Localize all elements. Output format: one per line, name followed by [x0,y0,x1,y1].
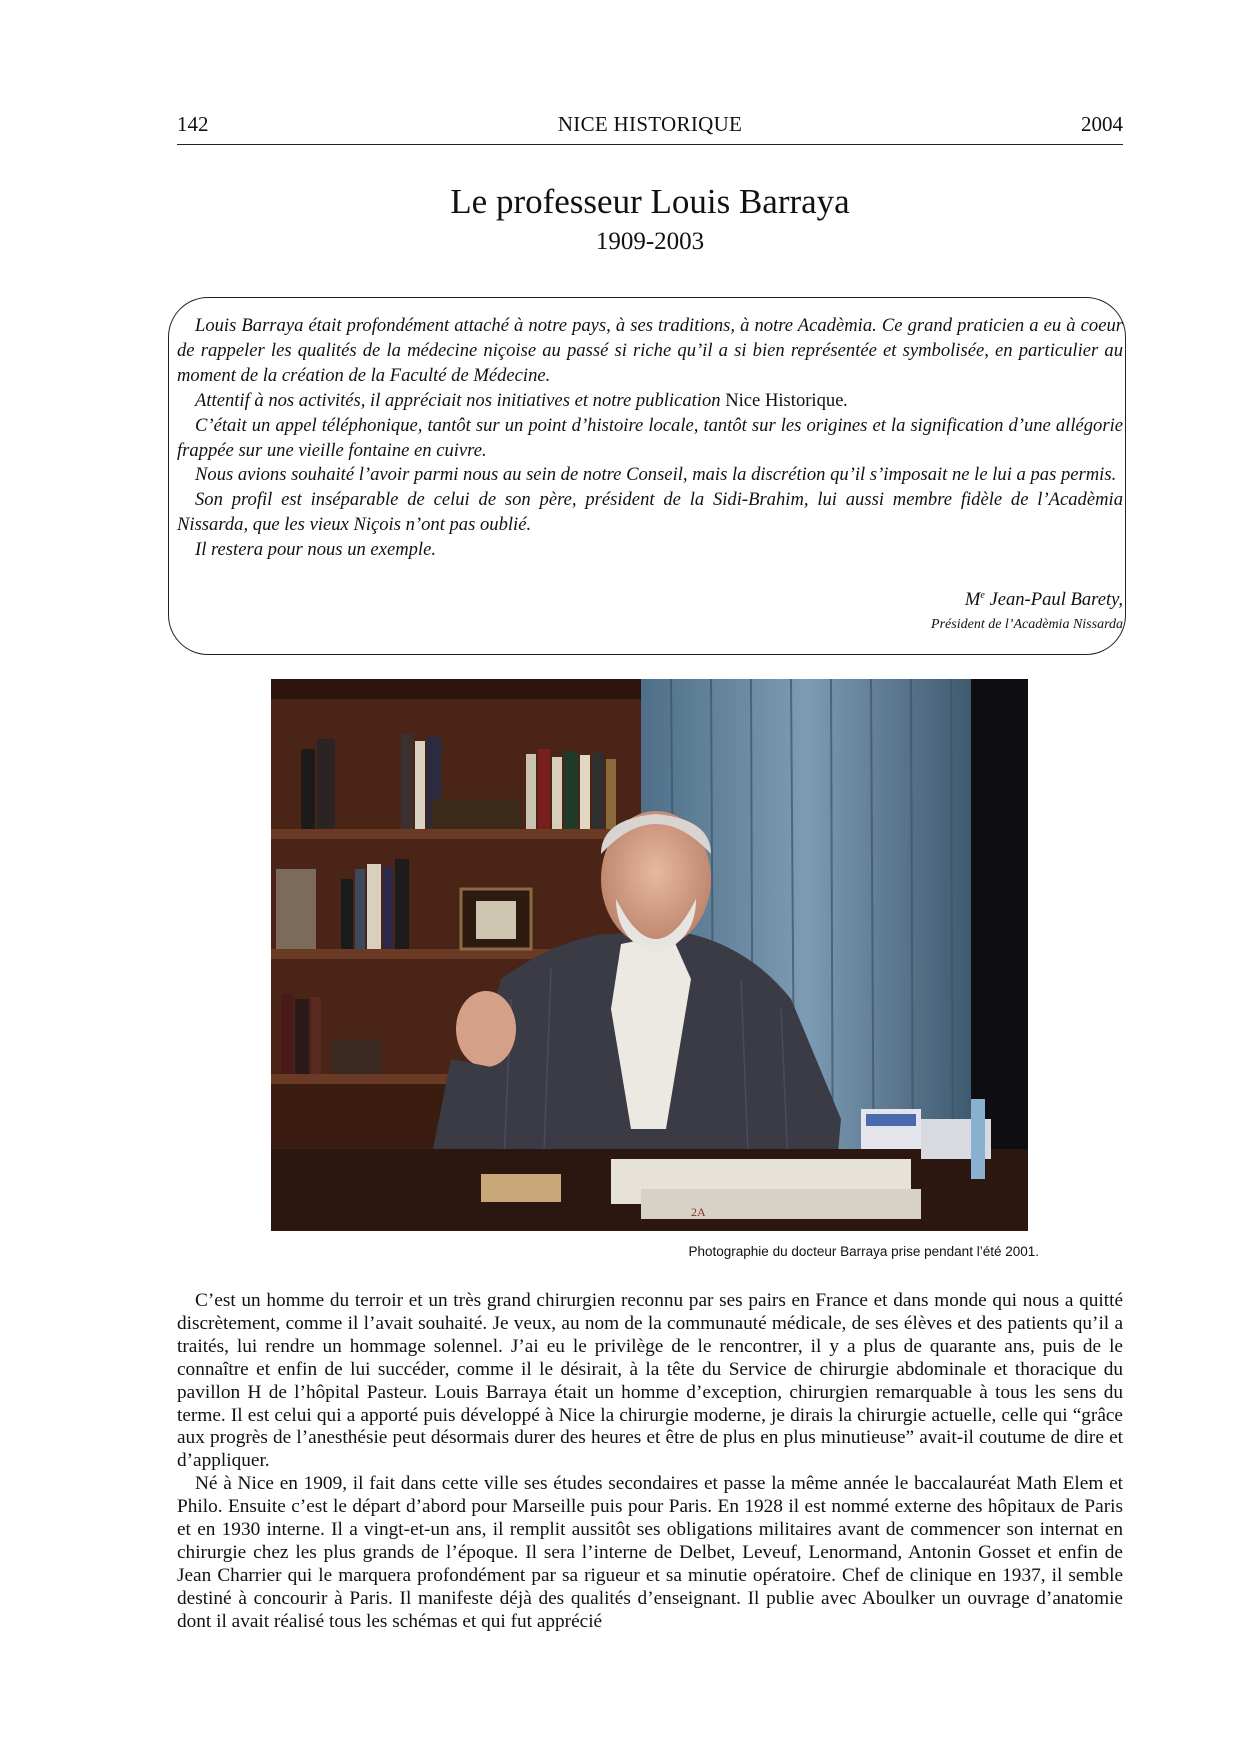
header-year: 2004 [1081,112,1123,136]
journal-title: NICE HISTORIQUE [557,112,743,136]
tribute-paragraph: Attentif à nos activités, il appréciait nos initiatives et notre publication Nice Historique. [195,389,849,411]
publication-name: Nice Historique [725,389,844,411]
tribute-text [177,314,1123,563]
article-years: 1909-2003 [595,228,705,255]
article-body [177,1290,1123,1634]
tribute-paragraph: Louis Barraya était profondément attaché à notre pays, à ses traditions, à notre Acadèmia. Ce grand praticien a eu à coeur de rappeler les qualités de la médecine niçoise au passé si riche qu’il a si bien représentée et symbolisée, en particulier au moment de la création de la Faculté de Médecine. [177,315,1123,386]
signature-role: Président de l’Acadèmia Nissarda [931,617,1123,632]
tribute-paragraph: Nous avions souhaité l’avoir parmi nous au sein de notre Conseil, mais la discrétion qu’il s’imposait ne le lui a pas permis. [195,464,1117,486]
desk-label: 2A [691,1205,706,1219]
tribute-paragraph: Son profil est inséparable de celui de son père, président de la Sidi-Brahim, lui aussi membre fidèle de l’Acadèmia Nissarda, que les vieux Niçois n’ont pas oublié. [177,489,1123,536]
running-header [177,112,1123,145]
tribute-paragraph: C’était un appel téléphonique, tantôt sur un point d’histoire locale, tantôt sur les origines et la signification d’une allégorie frappée sur une vieille fontaine en cuivre. [177,414,1123,461]
tribute-paragraph: Il restera pour nous un exemple. [195,539,436,561]
body-paragraph: C’est un homme du terroir et un très grand chirurgien reconnu par ses pairs en France et dans monde qui nous a quitté discrètement, comme il l’avait souhaité. Je veux, au nom de la communauté médicale, de ses élèves et des patients qu’il a traités, lui rendre un hommage solennel. J’ai eu le privilège de le rencontrer, il y a plus de quarante ans, puis de le connaître et enfin de lui succéder, comme il le désirait, à la tête du Service de chirurgie abdominale et thoracique du pavillon H de l’hôpital Pasteur. Louis Barraya était un homme d’exception, chirurgien remarquable à tous les sens du terme. Il est celui qui a apporté puis développé à Nice la chirurgie moderne, je dirais la chirurgie actuelle, celle qui “grâce aux progrès de l’anesthésie peut désormais durer des heures et être de plus en plus minutieuse” avait-il coutume de dire et d’appliquer. [177,1290,1123,1472]
body-paragraph: Né à Nice en 1909, il fait dans cette ville ses études secondaires et passe la même année le baccalauréat Math Elem et Philo. Ensuite c’est le départ d’abord pour Marseille puis pour Paris. En 1928 il est nommé externe des hôpitaux de Paris et en 1930 interne. Il a vingt-et-un ans, il remplit aussitôt ses obligations militaires avant de commencer son internat en chirurgie chez les plus grands de l’époque. Il sera l’interne de Delbet, Leveuf, Lenormand, Antonin Gosset et enfin de Jean Charrier qui le marquera profondément par sa rigueur et sa minutie opératoire. Chef de clinique en 1937, il semble destiné à concourir à Paris. Il manifeste déjà des qualités d’enseignant. Il publie avec Aboulker un ouvrage d’anatomie dont il avait réalisé tous les schémas et qui fut apprécié [177,1473,1123,1632]
portrait-photo [271,679,1028,1231]
tribute-signature: Me Jean-Paul Barety, [964,589,1123,610]
photo-caption: Photographie du docteur Barraya prise pendant l’été 2001. [688,1244,1039,1259]
article-title: Le professeur Louis Barraya [450,182,850,221]
page-number: 142 [177,112,209,136]
